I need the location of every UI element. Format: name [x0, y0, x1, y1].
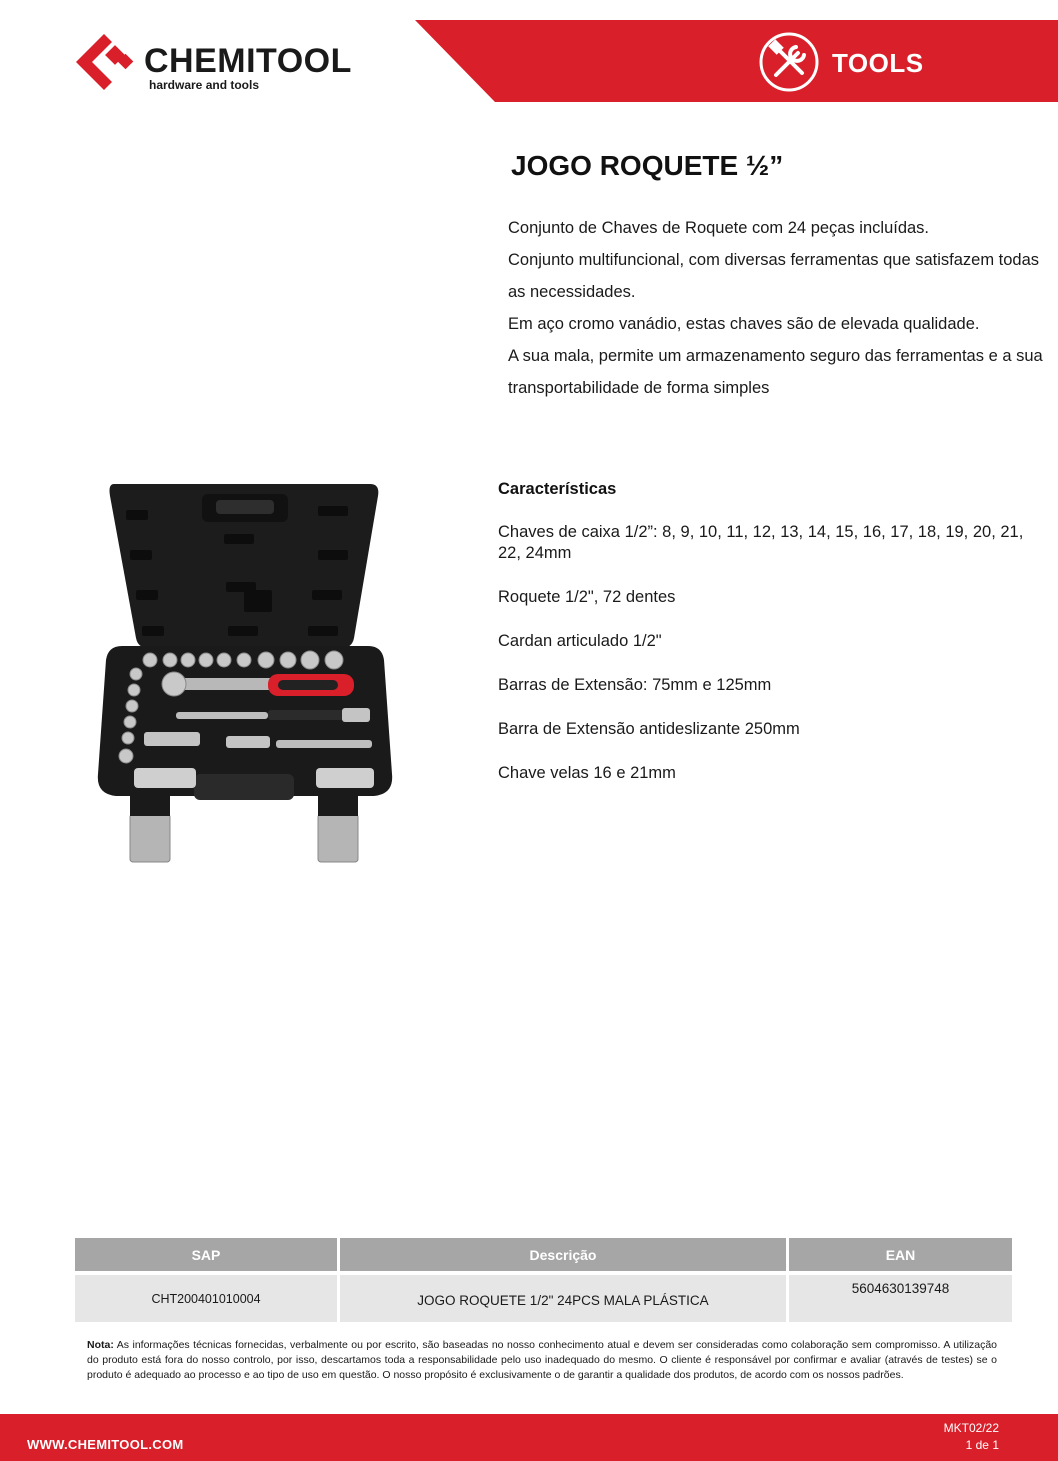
- disclaimer-note: [87, 1338, 997, 1383]
- category-label: TOOLS: [832, 48, 924, 78]
- chemitool-logo-icon: [74, 32, 136, 92]
- tools-icon: [758, 31, 820, 93]
- header-sap: SAP: [75, 1238, 337, 1271]
- feature-item: Chaves de caixa 1/2”: 8, 9, 10, 11, 12, 13, 14, 15, 16, 17, 18, 19, 20, 21, 22, 24mm: [498, 523, 1024, 562]
- cell-sap: CHT200401010004: [75, 1275, 337, 1322]
- brand-logo: [74, 32, 394, 96]
- feature-item: Cardan articulado 1/2": [498, 632, 662, 650]
- features-heading: Características: [498, 480, 617, 498]
- header-ean: EAN: [789, 1238, 1012, 1271]
- product-table: [75, 1238, 1012, 1322]
- document-code: MKT02/22: [943, 1421, 999, 1435]
- table-header-row: [75, 1238, 1012, 1271]
- footer-band: [0, 1414, 1058, 1461]
- table-row: [75, 1275, 1012, 1322]
- note-text: As informações técnicas fornecidas, verbalmente ou por escrito, são baseadas no nosso conhecimento atual e devem ser consideradas como colaboração sem compromisso. A utilização do produto está fora do nosso controlo, por isso, descartamos toda a responsabilidade pelo uso inadequado do mesmo. O cliente é responsável por confirmar e avaliar (através de testes) se o produto é adequado ao processo e ao tipo de uso em questão. O nosso propósito é exclusivamente o de garantir a qualidade dos produtos, de acordo com os nossos padrões.: [87, 1339, 997, 1381]
- page-number: 1 de 1: [965, 1438, 999, 1452]
- description-line: Em aço cromo vanádio, estas chaves são de elevada qualidade.: [508, 315, 980, 333]
- description-line: Conjunto multifuncional, com diversas ferramentas que satisfazem todas as necessidades.: [508, 251, 1040, 301]
- product-title: JOGO ROQUETE ½”: [511, 150, 784, 181]
- note-label: Nota:: [87, 1339, 114, 1351]
- brand-tagline: hardware and tools: [149, 78, 260, 92]
- features-list: [498, 522, 1038, 784]
- feature-item: Barra de Extensão antideslizante 250mm: [498, 720, 800, 738]
- product-description: [508, 212, 1048, 404]
- brand-name: CHEMITOOL: [144, 42, 352, 80]
- description-line: Conjunto de Chaves de Roquete com 24 peças incluídas.: [508, 219, 930, 237]
- toolcase-image: [92, 478, 398, 864]
- website-link[interactable]: WWW.CHEMITOOL.COM: [27, 1437, 184, 1452]
- feature-item: Roquete 1/2", 72 dentes: [498, 588, 676, 606]
- cell-ean: 5604630139748: [789, 1275, 1012, 1322]
- feature-item: Barras de Extensão: 75mm e 125mm: [498, 676, 772, 694]
- feature-item: Chave velas 16 e 21mm: [498, 764, 676, 782]
- features-section: [498, 480, 1038, 807]
- header-red-band: [415, 20, 1058, 102]
- cell-descricao: JOGO ROQUETE 1/2" 24PCS MALA PLÁSTICA: [340, 1275, 786, 1322]
- header-descricao: Descrição: [340, 1238, 786, 1271]
- description-line: A sua mala, permite um armazenamento seguro das ferramentas e a sua transportabilidade de forma simples: [508, 347, 1043, 397]
